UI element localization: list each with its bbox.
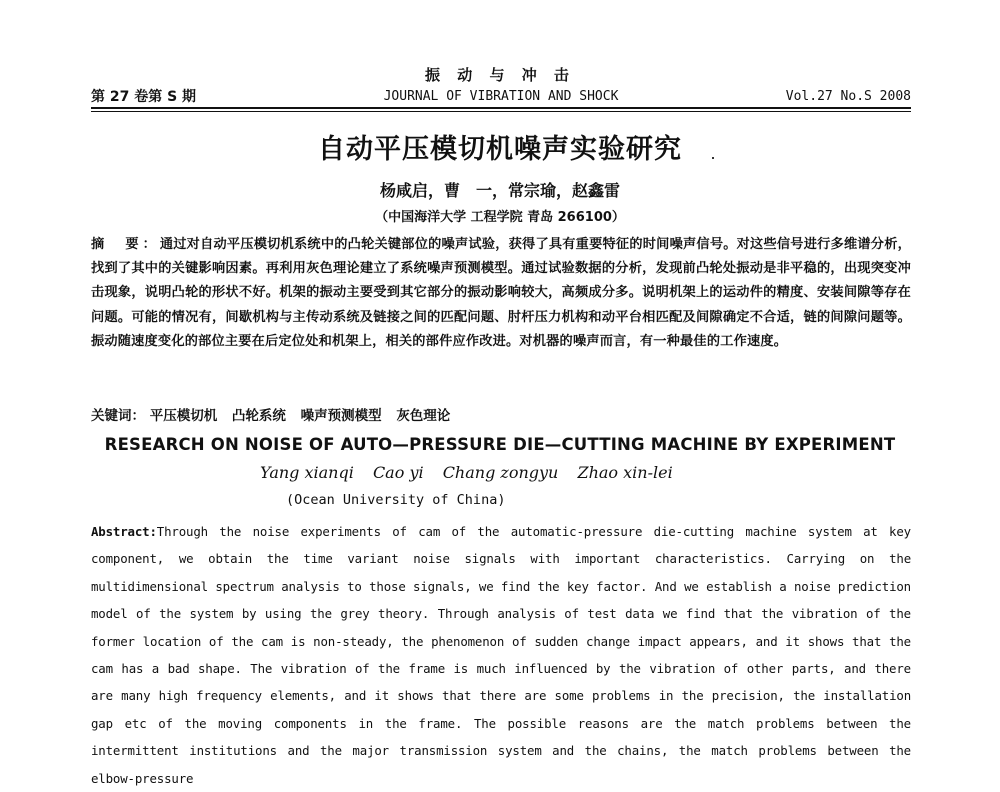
scan-speck [712,157,714,159]
keyword-cn: 平压模切机 [149,408,218,424]
paper-title-en: RESEARCH ON NOISE OF AUTO—PRESSURE DIE—CUTTING MACHINE BY EXPERIMENT [104,435,896,454]
authors-cn: 杨咸启，曹 一，常宗瑜，赵鑫雷 [379,181,620,200]
abstract-en-text: Through the noise experiments of cam of the automatic-pressure die-cutting machine system at key component, we obtain the time variant noise signals with important characteristics. Carrying on the multidimensional spectrum analysis to those signals, we find the key factor. And we establish a noise prediction model of the system by using the grey theory. Through analysis of test data we find that the vibration of the former location of the cam is non-steady, the phenomenon of sudden change impact appears, and it shows that the cam has a bad shape. The vibration of the frame is much influenced by the vibration of other parts, and there are many high frequency elements, and it shows that there are some problems in the precision, the installation gap etc of the moving components in the frame. The possible reasons are the match problems between the intermittent institutions and the major transmission system and the chains, the match problems between the elbow-pressure [91,524,911,786]
abstract-en-label: Abstract: [91,524,157,539]
authors-en [260,463,687,482]
author-en: Yang xianqi [260,463,354,482]
paper-title-cn: 自动平压模切机噪声实验研究 [318,134,682,165]
affiliation-en: (Ocean University of China) [286,492,506,508]
abstract-cn-text: 通过对自动平压模切机系统中的凸轮关键部位的噪声试验，获得了具有重要特征的时间噪声信号。对这些信号进行多维谱分析，找到了其中的关键影响因素。再利用灰色理论建立了系统噪声预测模型。通过试验数据的分析，发现前凸轮处振动是非平稳的，出现突变冲击现象，说明凸轮的形状不好。机架的振动主要受到其它部分的振动影响较大，高频成分多。说明机架上的运动件的精度、安装间隙等存在问题。可能的情况有，间歇机构与主传动系统及链接之间的匹配问题、肘杆压力机构和动平台相匹配及间隙确定不合适，链的间隙问题等。振动随速度变化的部位主要在后定位处和机架上，相关的部件应作改进。对机器的噪声而言，有一种最佳的工作速度。 [91,237,911,349]
volume-issue-cn: 第 27 卷第 S 期 [91,89,197,105]
journal-name-en: JOURNAL OF VIBRATION AND SHOCK [383,89,619,104]
keyword-cn: 灰色理论 [396,408,451,424]
keywords-cn-label: 关键词： [91,408,145,424]
abstract-cn [91,233,911,354]
header-rule [91,107,911,112]
affiliation-cn: （中国海洋大学 工程学院 青岛 266100） [375,210,625,225]
journal-name-cn: 振 动 与 冲 击 [425,66,575,84]
keyword-cn: 凸轮系统 [231,408,286,424]
volume-issue-en: Vol.27 No.S 2008 [785,89,911,104]
abstract-en [91,518,911,792]
author-en: Cao yi [372,463,424,482]
author-en: Chang zongyu [442,463,559,482]
author-en: Zhao xin-lei [577,463,673,482]
keywords-cn [91,404,911,424]
keyword-cn: 噪声预测模型 [300,408,382,424]
abstract-cn-label: 摘 要： [91,237,160,252]
